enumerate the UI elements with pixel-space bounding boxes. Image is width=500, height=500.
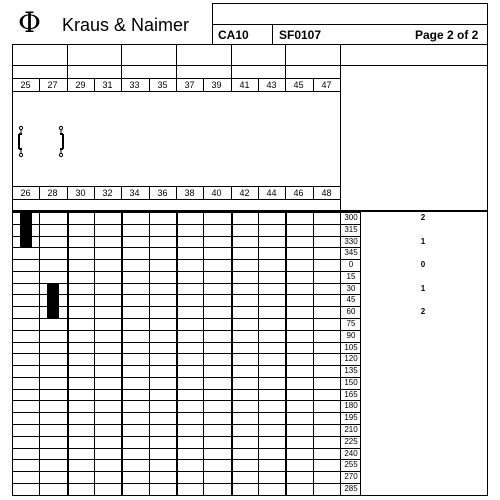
terminal-label-bottom: 36 — [157, 188, 168, 198]
angle-label: 45 — [346, 295, 356, 304]
angle-label: 210 — [344, 425, 358, 434]
angle-label: 315 — [344, 225, 358, 234]
terminal-label-bottom: 34 — [129, 188, 140, 198]
page-indicator: Page 2 of 2 — [415, 28, 479, 42]
terminal-label-top: 29 — [75, 80, 86, 90]
contact-closed-bar — [20, 212, 32, 247]
brand-name: Kraus & Naimer — [62, 15, 190, 35]
terminal-label-top: 45 — [293, 80, 304, 90]
angle-label: 225 — [344, 437, 358, 446]
terminal-label-top: 31 — [102, 80, 113, 90]
angle-label: 15 — [346, 272, 356, 281]
angle-label: 240 — [344, 449, 358, 458]
angle-label: 120 — [344, 354, 358, 363]
grid-line — [121, 212, 123, 496]
grid-line — [231, 44, 232, 78]
terminal-label-bottom: 26 — [20, 188, 31, 198]
grid-line — [67, 212, 69, 496]
grid-line — [313, 212, 314, 496]
terminal-label-top: 35 — [157, 80, 168, 90]
angle-label: 300 — [344, 213, 358, 222]
terminal-label-bottom: 48 — [321, 188, 332, 198]
position-label: 1 — [420, 237, 426, 246]
series-code: CA10 — [218, 28, 249, 42]
angle-label: 195 — [344, 413, 358, 422]
terminal-label-top: 33 — [129, 80, 140, 90]
position-label: 2 — [420, 213, 426, 222]
angle-label: 345 — [344, 248, 358, 257]
part-number: SF0107 — [279, 28, 322, 42]
terminal-label-top: 25 — [20, 80, 31, 90]
position-label: 0 — [420, 260, 426, 269]
grid-line — [39, 212, 40, 496]
grid-line — [285, 44, 286, 78]
grid-line — [340, 495, 360, 496]
logo-icon: Φ — [18, 6, 41, 39]
position-label: 1 — [420, 284, 426, 293]
grid-line — [285, 212, 287, 496]
terminal-label-bottom: 40 — [211, 188, 222, 198]
angle-label: 330 — [344, 237, 358, 246]
grid-line — [121, 44, 122, 78]
grid-line — [176, 44, 177, 78]
angle-label: 0 — [348, 260, 354, 269]
angle-label: 285 — [344, 484, 358, 493]
terminal-label-bottom: 44 — [266, 188, 277, 198]
position-label: 2 — [420, 307, 426, 316]
angle-label: 75 — [346, 319, 356, 328]
grid-line — [203, 212, 204, 496]
angle-label: 150 — [344, 378, 358, 387]
terminal-label-bottom: 42 — [239, 188, 250, 198]
angle-label: 60 — [346, 307, 356, 316]
terminal-label-bottom: 38 — [184, 188, 195, 198]
terminal-label-top: 37 — [184, 80, 195, 90]
angle-label: 105 — [344, 343, 358, 352]
terminal-label-top: 39 — [211, 80, 222, 90]
terminal-label-bottom: 28 — [47, 188, 58, 198]
grid-line — [67, 44, 68, 78]
angle-label: 165 — [344, 390, 358, 399]
terminal-label-top: 47 — [321, 80, 332, 90]
grid-line — [258, 212, 259, 496]
angle-label: 270 — [344, 472, 358, 481]
grid-line — [12, 65, 488, 66]
contact-symbol-icon — [14, 122, 74, 162]
angle-label: 90 — [346, 331, 356, 340]
terminal-label-bottom: 30 — [75, 188, 86, 198]
angle-label: 180 — [344, 401, 358, 410]
terminal-label-top: 43 — [266, 80, 277, 90]
contact-closed-bar — [47, 283, 59, 318]
terminal-label-top: 27 — [47, 80, 58, 90]
angle-label: 135 — [344, 366, 358, 375]
angle-label: 255 — [344, 460, 358, 469]
grid-line — [12, 199, 340, 200]
grid-line — [94, 212, 95, 496]
terminal-label-top: 41 — [239, 80, 250, 90]
terminal-label-bottom: 46 — [293, 188, 304, 198]
grid-line — [231, 212, 233, 496]
angle-label: 30 — [346, 284, 356, 293]
grid-line — [176, 212, 178, 496]
grid-line — [12, 91, 340, 92]
terminal-label-bottom: 32 — [102, 188, 113, 198]
grid-line — [149, 212, 150, 496]
